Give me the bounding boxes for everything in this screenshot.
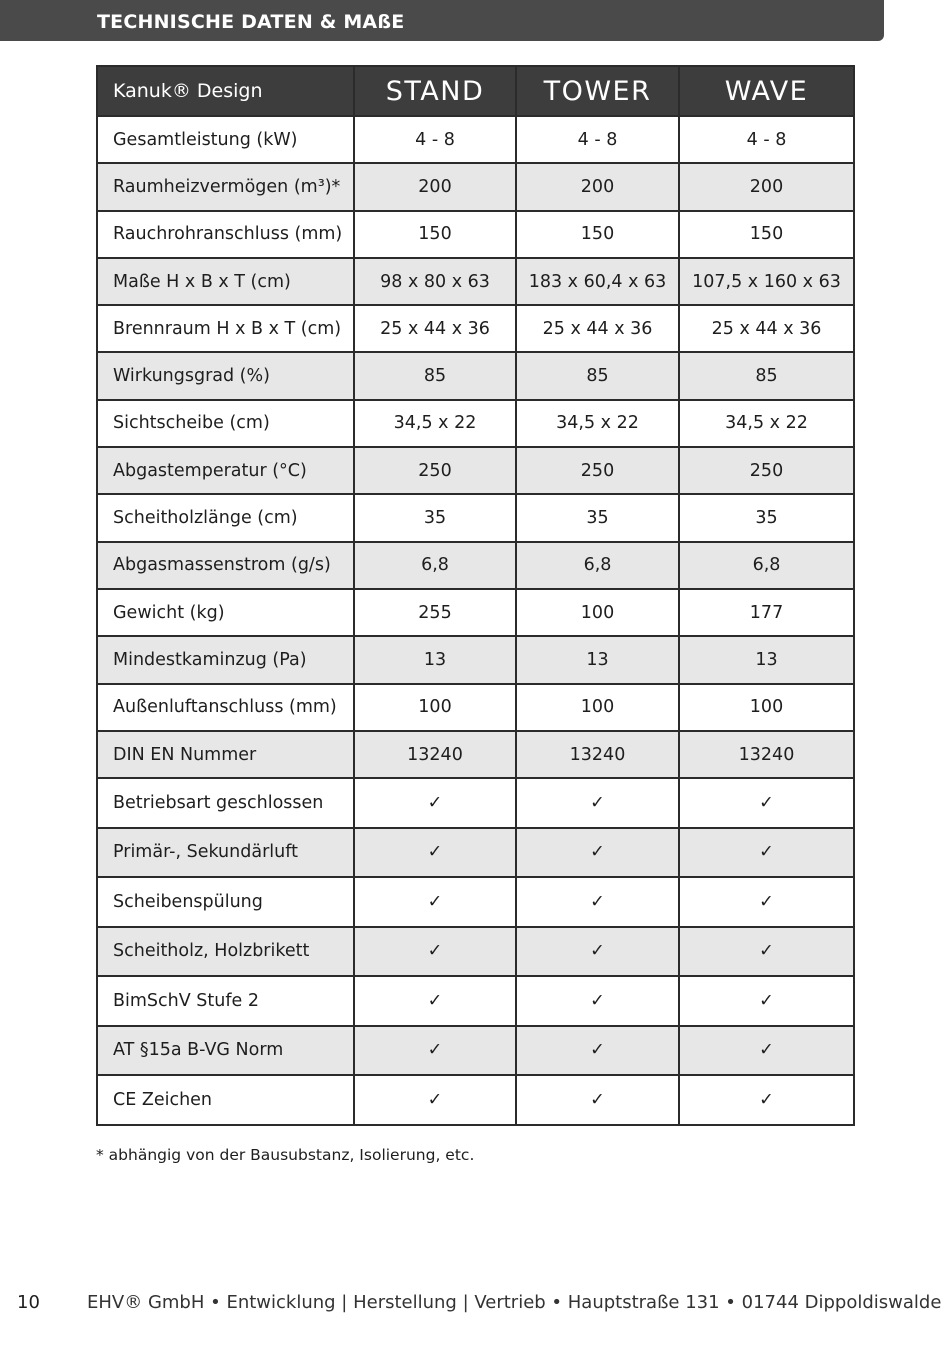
footnote: * abhängig von der Bausubstanz, Isolierung, etc. bbox=[96, 1146, 475, 1164]
checkmark-icon: ✓ bbox=[516, 1075, 679, 1125]
table-cell: 200 bbox=[679, 163, 854, 210]
checkmark-icon: ✓ bbox=[354, 1075, 516, 1125]
table-cell: 85 bbox=[679, 352, 854, 399]
table-row bbox=[97, 1026, 854, 1076]
checkmark-icon: ✓ bbox=[679, 828, 854, 878]
checkmark-icon: ✓ bbox=[354, 877, 516, 927]
row-label: DIN EN Nummer bbox=[97, 731, 354, 778]
table-row bbox=[97, 116, 854, 163]
row-label: Außenluftanschluss (mm) bbox=[97, 684, 354, 731]
checkmark-icon: ✓ bbox=[516, 778, 679, 828]
table-row bbox=[97, 494, 854, 541]
table-cell: 150 bbox=[679, 211, 854, 258]
row-label: Raumheizvermögen (m³)* bbox=[97, 163, 354, 210]
table-cell: 13 bbox=[516, 636, 679, 683]
table-cell: 100 bbox=[516, 684, 679, 731]
row-label: CE Zeichen bbox=[97, 1075, 354, 1125]
model-stand-logo: STAND bbox=[354, 66, 516, 116]
row-label: AT §15a B-VG Norm bbox=[97, 1026, 354, 1076]
table-cell: 177 bbox=[679, 589, 854, 636]
table-cell: 4 - 8 bbox=[354, 116, 516, 163]
table-cell: 100 bbox=[354, 684, 516, 731]
checkmark-icon: ✓ bbox=[354, 1026, 516, 1076]
table-row bbox=[97, 731, 854, 778]
checkmark-icon: ✓ bbox=[354, 778, 516, 828]
table-cell: 150 bbox=[516, 211, 679, 258]
table-cell: 183 x 60,4 x 63 bbox=[516, 258, 679, 305]
table-cell: 35 bbox=[516, 494, 679, 541]
page-number: 10 bbox=[17, 1292, 40, 1313]
table-cell: 34,5 x 22 bbox=[679, 400, 854, 447]
table-cell: 250 bbox=[354, 447, 516, 494]
table-row bbox=[97, 828, 854, 878]
checkmark-icon: ✓ bbox=[679, 1026, 854, 1076]
row-label: Scheibenspülung bbox=[97, 877, 354, 927]
table-cell: 200 bbox=[354, 163, 516, 210]
checkmark-icon: ✓ bbox=[679, 877, 854, 927]
table-cell: 13240 bbox=[354, 731, 516, 778]
checkmark-icon: ✓ bbox=[679, 1075, 854, 1125]
checkmark-icon: ✓ bbox=[516, 927, 679, 977]
row-label: Abgastemperatur (°C) bbox=[97, 447, 354, 494]
table-row bbox=[97, 400, 854, 447]
table-cell: 6,8 bbox=[516, 542, 679, 589]
section-header-band bbox=[0, 0, 884, 41]
model-wave-logo: WAVE bbox=[679, 66, 854, 116]
table-row bbox=[97, 636, 854, 683]
checkmark-icon: ✓ bbox=[516, 976, 679, 1026]
table-cell: 100 bbox=[516, 589, 679, 636]
row-label: Primär-, Sekundärluft bbox=[97, 828, 354, 878]
row-label: Maße H x B x T (cm) bbox=[97, 258, 354, 305]
table-row bbox=[97, 305, 854, 352]
row-label: Betriebsart geschlossen bbox=[97, 778, 354, 828]
table-cell: 200 bbox=[516, 163, 679, 210]
table-row bbox=[97, 684, 854, 731]
checkmark-icon: ✓ bbox=[516, 828, 679, 878]
table-cell: 107,5 x 160 x 63 bbox=[679, 258, 854, 305]
table-row bbox=[97, 877, 854, 927]
row-label: Wirkungsgrad (%) bbox=[97, 352, 354, 399]
table-cell: 4 - 8 bbox=[679, 116, 854, 163]
row-label: Scheitholz, Holzbrikett bbox=[97, 927, 354, 977]
table-cell: 13 bbox=[354, 636, 516, 683]
checkmark-icon: ✓ bbox=[679, 927, 854, 977]
checkmark-icon: ✓ bbox=[354, 976, 516, 1026]
table-row bbox=[97, 352, 854, 399]
table-row bbox=[97, 976, 854, 1026]
table-cell: 100 bbox=[679, 684, 854, 731]
brand-design-label: Kanuk® Design bbox=[97, 66, 354, 116]
row-label: Mindestkaminzug (Pa) bbox=[97, 636, 354, 683]
table-header-row bbox=[97, 66, 854, 116]
table-row bbox=[97, 778, 854, 828]
table-cell: 13 bbox=[679, 636, 854, 683]
row-label: Sichtscheibe (cm) bbox=[97, 400, 354, 447]
table-cell: 13240 bbox=[516, 731, 679, 778]
company-footer: EHV® GmbH • Entwicklung | Herstellung | Vertrieb • Hauptstraße 131 • 01744 Dippoldiswalde bbox=[87, 1292, 942, 1313]
table-cell: 6,8 bbox=[679, 542, 854, 589]
row-label: Abgasmassenstrom (g/s) bbox=[97, 542, 354, 589]
model-tower-logo: TOWER bbox=[516, 66, 679, 116]
table-cell: 34,5 x 22 bbox=[354, 400, 516, 447]
table-cell: 98 x 80 x 63 bbox=[354, 258, 516, 305]
row-label: Gewicht (kg) bbox=[97, 589, 354, 636]
table-cell: 150 bbox=[354, 211, 516, 258]
table-row bbox=[97, 1075, 854, 1125]
table-cell: 13240 bbox=[679, 731, 854, 778]
table-cell: 250 bbox=[516, 447, 679, 494]
row-label: Rauchrohranschluss (mm) bbox=[97, 211, 354, 258]
checkmark-icon: ✓ bbox=[516, 877, 679, 927]
table-cell: 25 x 44 x 36 bbox=[354, 305, 516, 352]
table-cell: 4 - 8 bbox=[516, 116, 679, 163]
row-label: Brennraum H x B x T (cm) bbox=[97, 305, 354, 352]
section-title: TECHNISCHE DATEN & MAßE bbox=[97, 11, 405, 33]
table-cell: 85 bbox=[516, 352, 679, 399]
checkmark-icon: ✓ bbox=[354, 927, 516, 977]
table-row bbox=[97, 258, 854, 305]
checkmark-icon: ✓ bbox=[679, 976, 854, 1026]
table-cell: 25 x 44 x 36 bbox=[679, 305, 854, 352]
row-label: BimSchV Stufe 2 bbox=[97, 976, 354, 1026]
table-cell: 34,5 x 22 bbox=[516, 400, 679, 447]
table-cell: 25 x 44 x 36 bbox=[516, 305, 679, 352]
table-cell: 250 bbox=[679, 447, 854, 494]
table-row bbox=[97, 542, 854, 589]
table-cell: 35 bbox=[679, 494, 854, 541]
checkmark-icon: ✓ bbox=[354, 828, 516, 878]
table-cell: 35 bbox=[354, 494, 516, 541]
row-label: Scheitholzlänge (cm) bbox=[97, 494, 354, 541]
checkmark-icon: ✓ bbox=[679, 778, 854, 828]
table-cell: 85 bbox=[354, 352, 516, 399]
table-row bbox=[97, 447, 854, 494]
table-cell: 6,8 bbox=[354, 542, 516, 589]
checkmark-icon: ✓ bbox=[516, 1026, 679, 1076]
row-label: Gesamtleistung (kW) bbox=[97, 116, 354, 163]
table-row bbox=[97, 927, 854, 977]
table-row bbox=[97, 589, 854, 636]
table-cell: 255 bbox=[354, 589, 516, 636]
table-row bbox=[97, 211, 854, 258]
table-row bbox=[97, 163, 854, 210]
specifications-table bbox=[96, 65, 855, 1126]
